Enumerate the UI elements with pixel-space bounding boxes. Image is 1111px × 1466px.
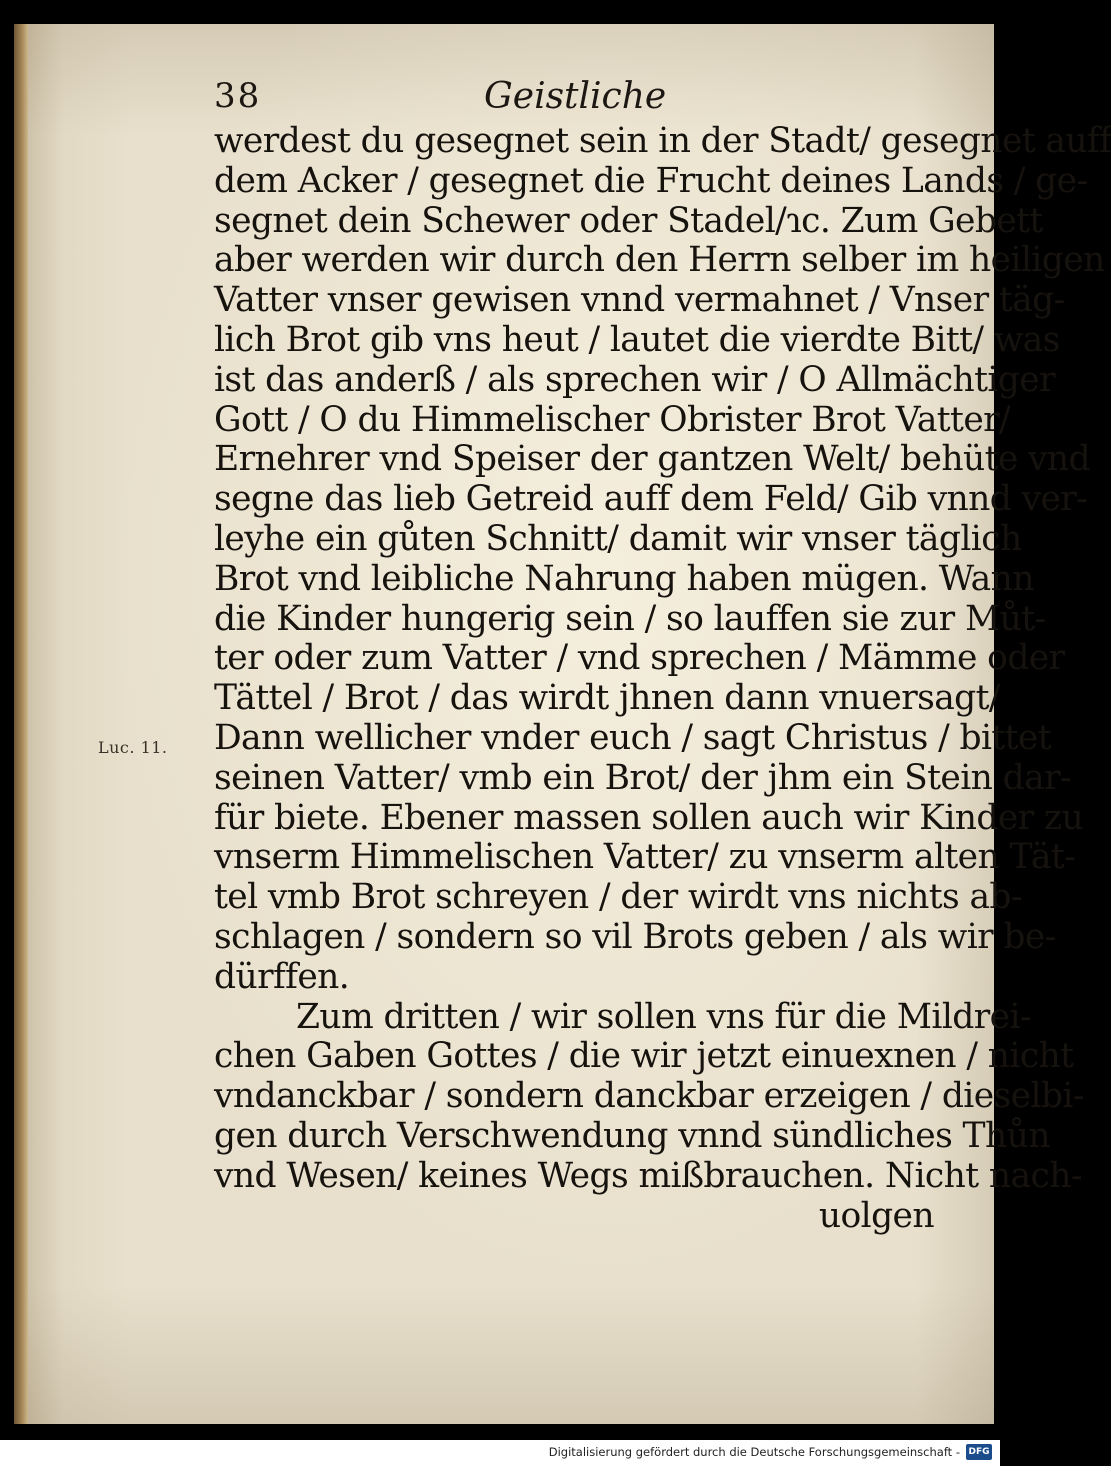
text-line: vndanckbar / sondern danckbar erzeigen / dieselbi-: [214, 1076, 1084, 1117]
text-line: Gott / O du Himmelischer Obrister Brot Vatter/: [214, 399, 1011, 440]
text-line: segne das lieb Getreid auff dem Feld/ Gib vnnd ver-: [214, 479, 1088, 520]
text-line: leyhe ein gůten Schnitt/ damit wir vnser täglich: [214, 518, 1022, 559]
text-line: tel vmb Brot schreyen / der wirdt vns nichts ab-: [214, 877, 1022, 918]
digitization-footer: [0, 1440, 1000, 1466]
text-line: schlagen / sondern so vil Brots geben / als wir be-: [214, 916, 1056, 957]
text-line: die Kinder hungerig sein / so lauffen sie zur Můt-: [214, 598, 1046, 639]
catchword: uolgen: [818, 1195, 934, 1236]
text-line: werdest du gesegnet sein in der Stadt/ gesegnet auff: [214, 121, 1111, 161]
text-line: chen Gaben Gottes / die wir jetzt einuexnen / nicht: [214, 1036, 1074, 1077]
dfg-logo: DFG: [966, 1444, 992, 1460]
text-line: vnserm Himmelischen Vatter/ zu vnserm alten Tät-: [214, 837, 1076, 878]
text-line: aber werden wir durch den Herrn selber im heiligen: [214, 240, 1105, 281]
body-text: [214, 121, 1111, 1236]
text-line: dürffen.: [214, 956, 350, 997]
text-line: Tättel / Brot / das wirdt jhnen dann vnuersagt/: [214, 678, 1000, 719]
text-line: Ernehrer vnd Speiser der gantzen Welt/ behüte vnd: [214, 439, 1091, 480]
text-line: ist das anderß / als sprechen wir / O Allmächtiger: [214, 359, 1055, 400]
text-line: für biete. Ebener massen sollen auch wir Kinder zu: [214, 797, 1084, 838]
text-line: Vatter vnser gewisen vnnd vermahnet / Vnser täg-: [214, 280, 1065, 321]
text-line: segnet dein Schewer oder Stadel/ɿc. Zum Gebett: [214, 200, 1043, 241]
text-line: ter oder zum Vatter / vnd sprechen / Mämme oder: [214, 638, 1065, 679]
margin-note: Luc. 11.: [98, 738, 168, 757]
text-line: vnd Wesen/ keines Wegs mißbrauchen. Nicht nach-: [214, 1155, 1082, 1196]
text-line: gen durch Verschwendung vnnd sündliches Thůn: [214, 1115, 1050, 1156]
text-line: seinen Vatter/ vmb ein Brot/ der jhm ein Stein dar-: [214, 757, 1072, 798]
text-line: Dann wellicher vnder euch / sagt Christus / bittet: [214, 717, 1052, 758]
page-number: 38: [214, 76, 262, 116]
text-line: dem Acker / gesegnet die Frucht deines Lands / ge-: [214, 160, 1088, 201]
page-gutter-edge: [14, 24, 28, 1424]
text-line: Brot vnd leibliche Nahrung haben mügen. Wann: [214, 558, 1034, 599]
paragraph-start-line: Zum dritten / wir sollen vns für die Mildrei-: [296, 996, 1031, 1037]
running-head: Geistliche: [484, 76, 667, 117]
footer-credit: Digitalisierung gefördert durch die Deutsche Forschungsgemeinschaft -: [548, 1445, 960, 1459]
text-line: lich Brot gib vns heut / lautet die vierdte Bitt/ was: [214, 319, 1060, 360]
page-header: [214, 76, 934, 122]
